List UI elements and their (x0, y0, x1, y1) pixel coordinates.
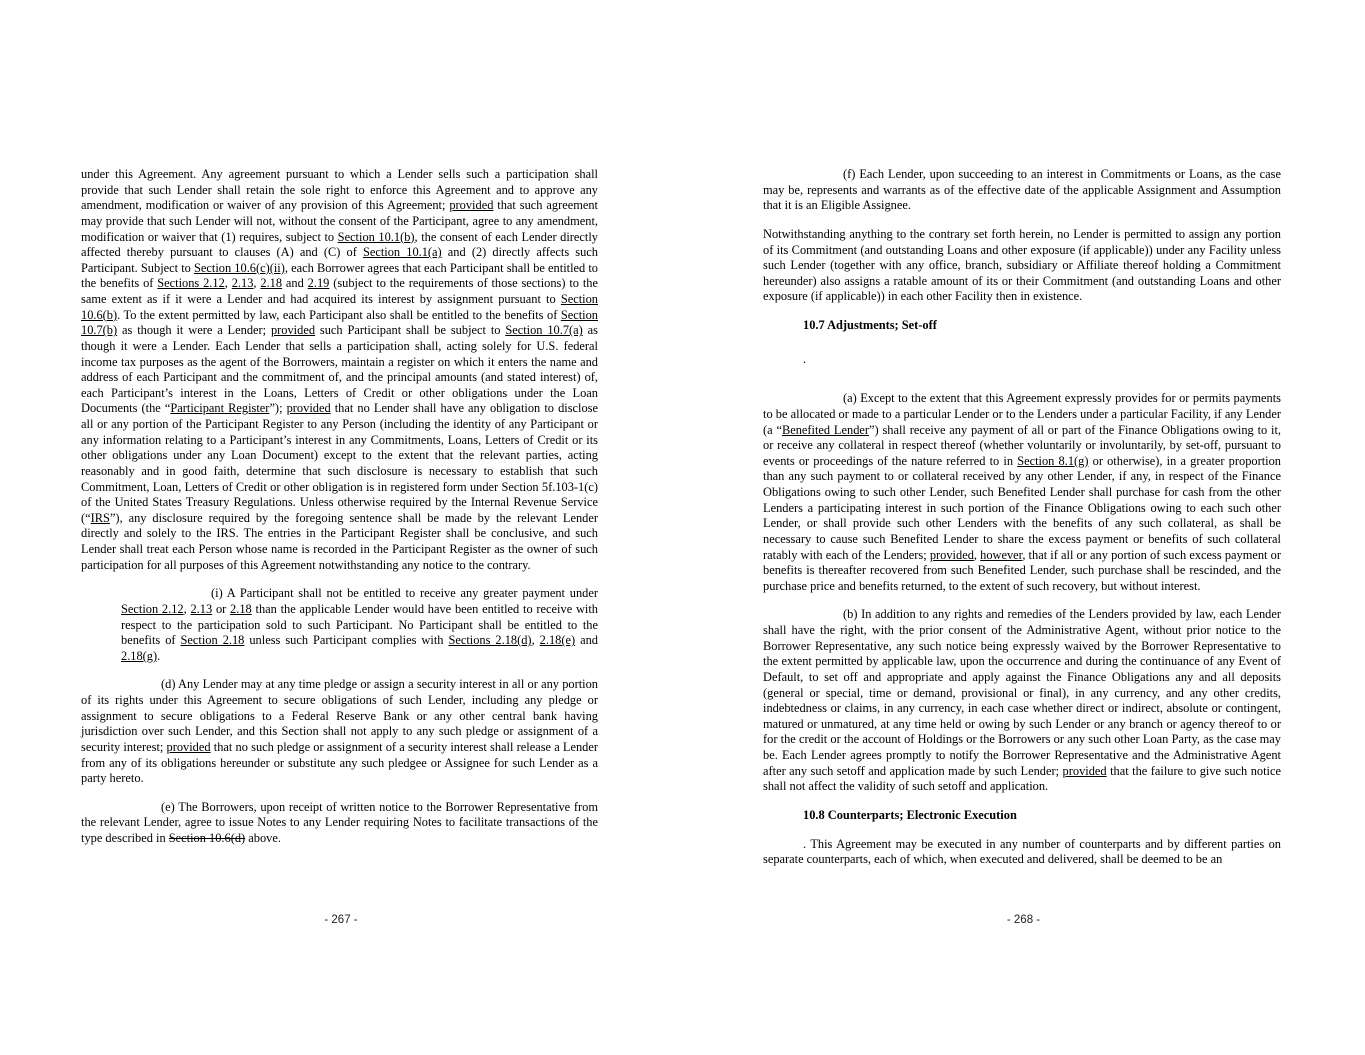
text-run: ”); (269, 401, 287, 416)
text-run: ”) shall receive any payment of all or part of the Finance Obligations owing to it, or receive any collateral in respect thereof (whether voluntarily or involuntarily, by set-off, pursuant to events or proceedings of the nature referred to in (763, 422, 1281, 468)
underlined-term: provided (270, 323, 316, 338)
section-reference: Section 8.1(g) (1017, 453, 1089, 468)
paragraph-a (763, 391, 1281, 594)
text-run: , each Borrower agrees that each Participant shall be entitled to the benefits of (81, 260, 598, 291)
section-reference: 2.18 (260, 276, 283, 291)
text-run: , (973, 547, 981, 562)
text-run: (a) Except to the extent that this Agreement expressly provides for or permits payments to be allocated or made to a particular Lender or to the Lenders under a particular Facility, if any Lender (a “ (763, 391, 1281, 437)
section-reference: 2.13 (190, 601, 213, 616)
text-run: , (531, 633, 540, 648)
text-run: , (183, 601, 191, 616)
text-run: (b) In addition to any rights and remedies of the Lenders provided by law, each Lender shall have the right, with the prior consent of the Administrative Agent, without prior notice to the Borrower Representative, any such notice being expressly waived by the Borrower Representative to the extent permitted by applicable law, upon the occurrence and during the continuance of any Event of Default, to set off and appropriate and apply against the Finance Obligations any and all deposits (general or special, time or demand, provisional or final), in any currency, and any other credits, indebtedness or claims, in any currency, in each case whether direct or indirect, absolute or contingent, matured or unmatured, at any time held or owing by such Lender or any branch or agency thereof to or for the credit or the account of Holdings or the Borrowers or any such other Loan Party, as the case may be. Each Lender agrees promptly to notify the Borrower Representative and the Administrative Agent after any such setoff and application made by such Lender; (763, 607, 1281, 778)
paragraph-participation (81, 167, 598, 573)
text-run: . (157, 648, 161, 663)
text-run: , that if all or any portion of such excess payment or benefits is thereafter recovered from such Benefited Lender, such purchase shall be rescinded, and the purchase price and benefits returned, to the extent of such recovery, but without interest. (763, 547, 1281, 593)
text-run: and (575, 633, 598, 648)
section-reference: Section 10.6(b) (81, 292, 598, 322)
text-run: and (282, 276, 308, 291)
underlined-term: provided (929, 547, 974, 562)
underlined-term: provided (1062, 763, 1107, 778)
text-run: than the applicable Lender would have been entitled to receive with respect to the participation sold to such Participant. No Participant shall be entitled to the benefits of (121, 601, 598, 648)
section-reference: Section 10.1(b) (337, 229, 415, 244)
paragraph-notwithstanding: Notwithstanding anything to the contrary set forth herein, no Lender is permitted to assign any portion of its Commitment (and outstanding Loans and other exposure (if applicable)) under any Facility unless such Lender (together with any office, branch, subsidiary or Affiliate thereof holding a Commitment hereunder) also assigns a ratable amount of its or their Commitment (and outstanding Loans and other exposure (if applicable)) in each other Facility then in existence. (763, 226, 1281, 304)
defined-term: Participant Register (170, 401, 270, 416)
page-267 (0, 0, 682, 1055)
section-reference: Section 10.6(c)(ii) (194, 260, 285, 275)
text-run: that such agreement may provide that such Lender will not, without the consent of the Participant, agree to any amendment, modification or waiver that (1) requires, subject to (81, 198, 598, 244)
page-268 (682, 0, 1365, 1055)
text-run: under this Agreement. Any agreement pursuant to which a Lender sells such a participation shall provide that such Lender shall retain the sole right to enforce this Agreement and to approve any amendment, modification or waiver of any provision of this Agreement; (81, 167, 598, 213)
section-reference: 2.18(e) (539, 633, 576, 648)
text-run: such Participant shall be subject to (315, 323, 506, 338)
stray-period: . (803, 351, 807, 366)
text-run: , (224, 276, 232, 291)
text-run: unless such Participant complies with (244, 633, 449, 648)
text-run: that no such pledge or assignment of a security interest shall release a Lender from any of its obligations hereunder or substitute any such pledgee or Assignee for such Lender as a party hereto. (81, 739, 598, 786)
text-run: or (212, 601, 231, 616)
text-run: (d) Any Lender may at any time pledge or assign a security interest in all or any portion of its rights under this Agreement to secure obligations of such Lender, including any pledge or assignment to secure obligations to a Federal Reserve Bank or any other central bank having jurisdiction over such Lender, and this Section shall not apply to any such pledge or assignment of a security interest; (81, 677, 598, 754)
text-run: as though it were a Lender; (117, 323, 271, 338)
underlined-term: provided (166, 739, 211, 754)
paragraph-b (763, 607, 1281, 795)
section-heading-10-8: 10.8 Counterparts; Electronic Execution (803, 807, 1017, 822)
text-run: (subject to the requirements of those sections) to the same extent as if it were a Lender and had acquired its interest by assignment pursuant to (81, 276, 598, 306)
section-reference: 2.18(g) (121, 648, 158, 663)
section-reference: 2.18 (230, 601, 252, 616)
paragraph-e (81, 800, 598, 847)
section-reference: Sections 2.12 (157, 276, 225, 291)
underlined-term: provided (449, 198, 494, 213)
text-run: . To the extent permitted by law, each Participant also shall be entitled to the benefits of (117, 307, 561, 322)
text-run: that no Lender shall have any obligation to disclose all or any portion of the Participant Register to any Person (including the identity of any Participant or any information relating to a Participant’s interest in any Commitments, Loans, Letters of Credit or its other obligations under any Loan Document) except to the extent that the relevant parties, acting reasonably and in good faith, determine that such disclosure is necessary to establish that such Commitment, Loan, Letters of Credit or other obligation is in registered form under Section 5f.103-1(c) of the United States Treasury Regulations. Unless otherwise required by the Internal Revenue Service (“ (81, 401, 598, 525)
right-page-text-column (763, 167, 1281, 868)
text-run: (e) The Borrowers, upon receipt of written notice to the Borrower Representative from the relevant Lender, agree to issue Notes to any Lender requiring Notes to facilitate transactions of the type described in (81, 799, 598, 845)
left-page-text-column (81, 167, 598, 847)
underlined-term: however (980, 547, 1023, 562)
paragraph-f: (f) Each Lender, upon succeeding to an interest in Commitments or Loans, as the case may be, represents and warrants as of the effective date of the applicable Assignment and Assumption that it is an Eligible Assignee. (763, 167, 1281, 213)
text-run: as though it were a Lender. Each Lender that sells a participation shall, acting solely for U.S. federal income tax purposes as the agent of the Borrowers, maintain a register on which it enters the name and address of each Participant and the commitment of, and the principal amounts (and stated interest) of, each Participant’s interest in the Loans, Letters of Credit or other obligations under the Loan Documents (the “ (81, 323, 599, 416)
text-run: and (2) directly affects such Participant. Subject to (81, 245, 598, 275)
section-reference: Sections 2.18(d) (448, 633, 532, 648)
section-reference: Section 2.18 (180, 633, 245, 648)
struck-section-reference: Section 10.6(d) (168, 831, 246, 845)
defined-term: IRS (90, 510, 110, 525)
paragraph-i (81, 586, 598, 664)
page-number: - 267 - (324, 914, 358, 926)
text-run: , (253, 276, 261, 291)
text-run: that the failure to give such notice shall not affect the validity of such setoff and application. (763, 763, 1281, 794)
text-run: above. (245, 831, 281, 845)
underlined-term: provided (286, 401, 331, 416)
text-run: ”), any disclosure required by the foregoing sentence shall be made by the relevant Lender directly and solely to the IRS. The entries in the Participant Register shall be conclusive, and such Lender shall treat each Person whose name is recorded in the Participant Register as the owner of such participation for all purposes of this Agreement notwithstanding any notice to the contrary. (81, 510, 598, 572)
section-reference: 2.13 (231, 276, 254, 291)
section-reference: Section 10.7(a) (505, 323, 583, 338)
page-number: - 268 - (1006, 914, 1041, 926)
section-reference: Section 10.1(a) (362, 245, 442, 260)
defined-term: Benefited Lender (781, 422, 870, 437)
text-run: or otherwise), in a greater proportion than any such payment to or collateral received by any other Lender, if any, in respect of the Finance Obligations owing to such other Lender, such Benefited Lender shall purchase for cash from the other Lenders a participating interest in such portion of the Finance Obligations owing to each such other Lender, or shall provide such other Lenders with the benefits of any such collateral, as shall be necessary to cause such Benefited Lender to share the excess payment or benefits of such collateral ratably with each of the Lenders; (763, 453, 1281, 562)
section-reference: Section 2.12 (121, 601, 184, 616)
paragraph-counterparts: . This Agreement may be executed in any number of counterparts and by different parties on separate counterparts, each of which, when executed and delivered, shall be deemed to be an (763, 836, 1281, 867)
paragraph-d (81, 677, 598, 786)
section-heading-10-7: 10.7 Adjustments; Set-off (803, 318, 937, 332)
section-reference: 2.19 (307, 276, 330, 291)
text-run: , the consent of each Lender directly affected thereby pursuant to clauses (A) and (C) of (81, 229, 598, 260)
section-reference: Section 10.7(b) (81, 307, 598, 338)
text-run: (i) A Participant shall not be entitled to receive any greater payment under (211, 586, 598, 601)
